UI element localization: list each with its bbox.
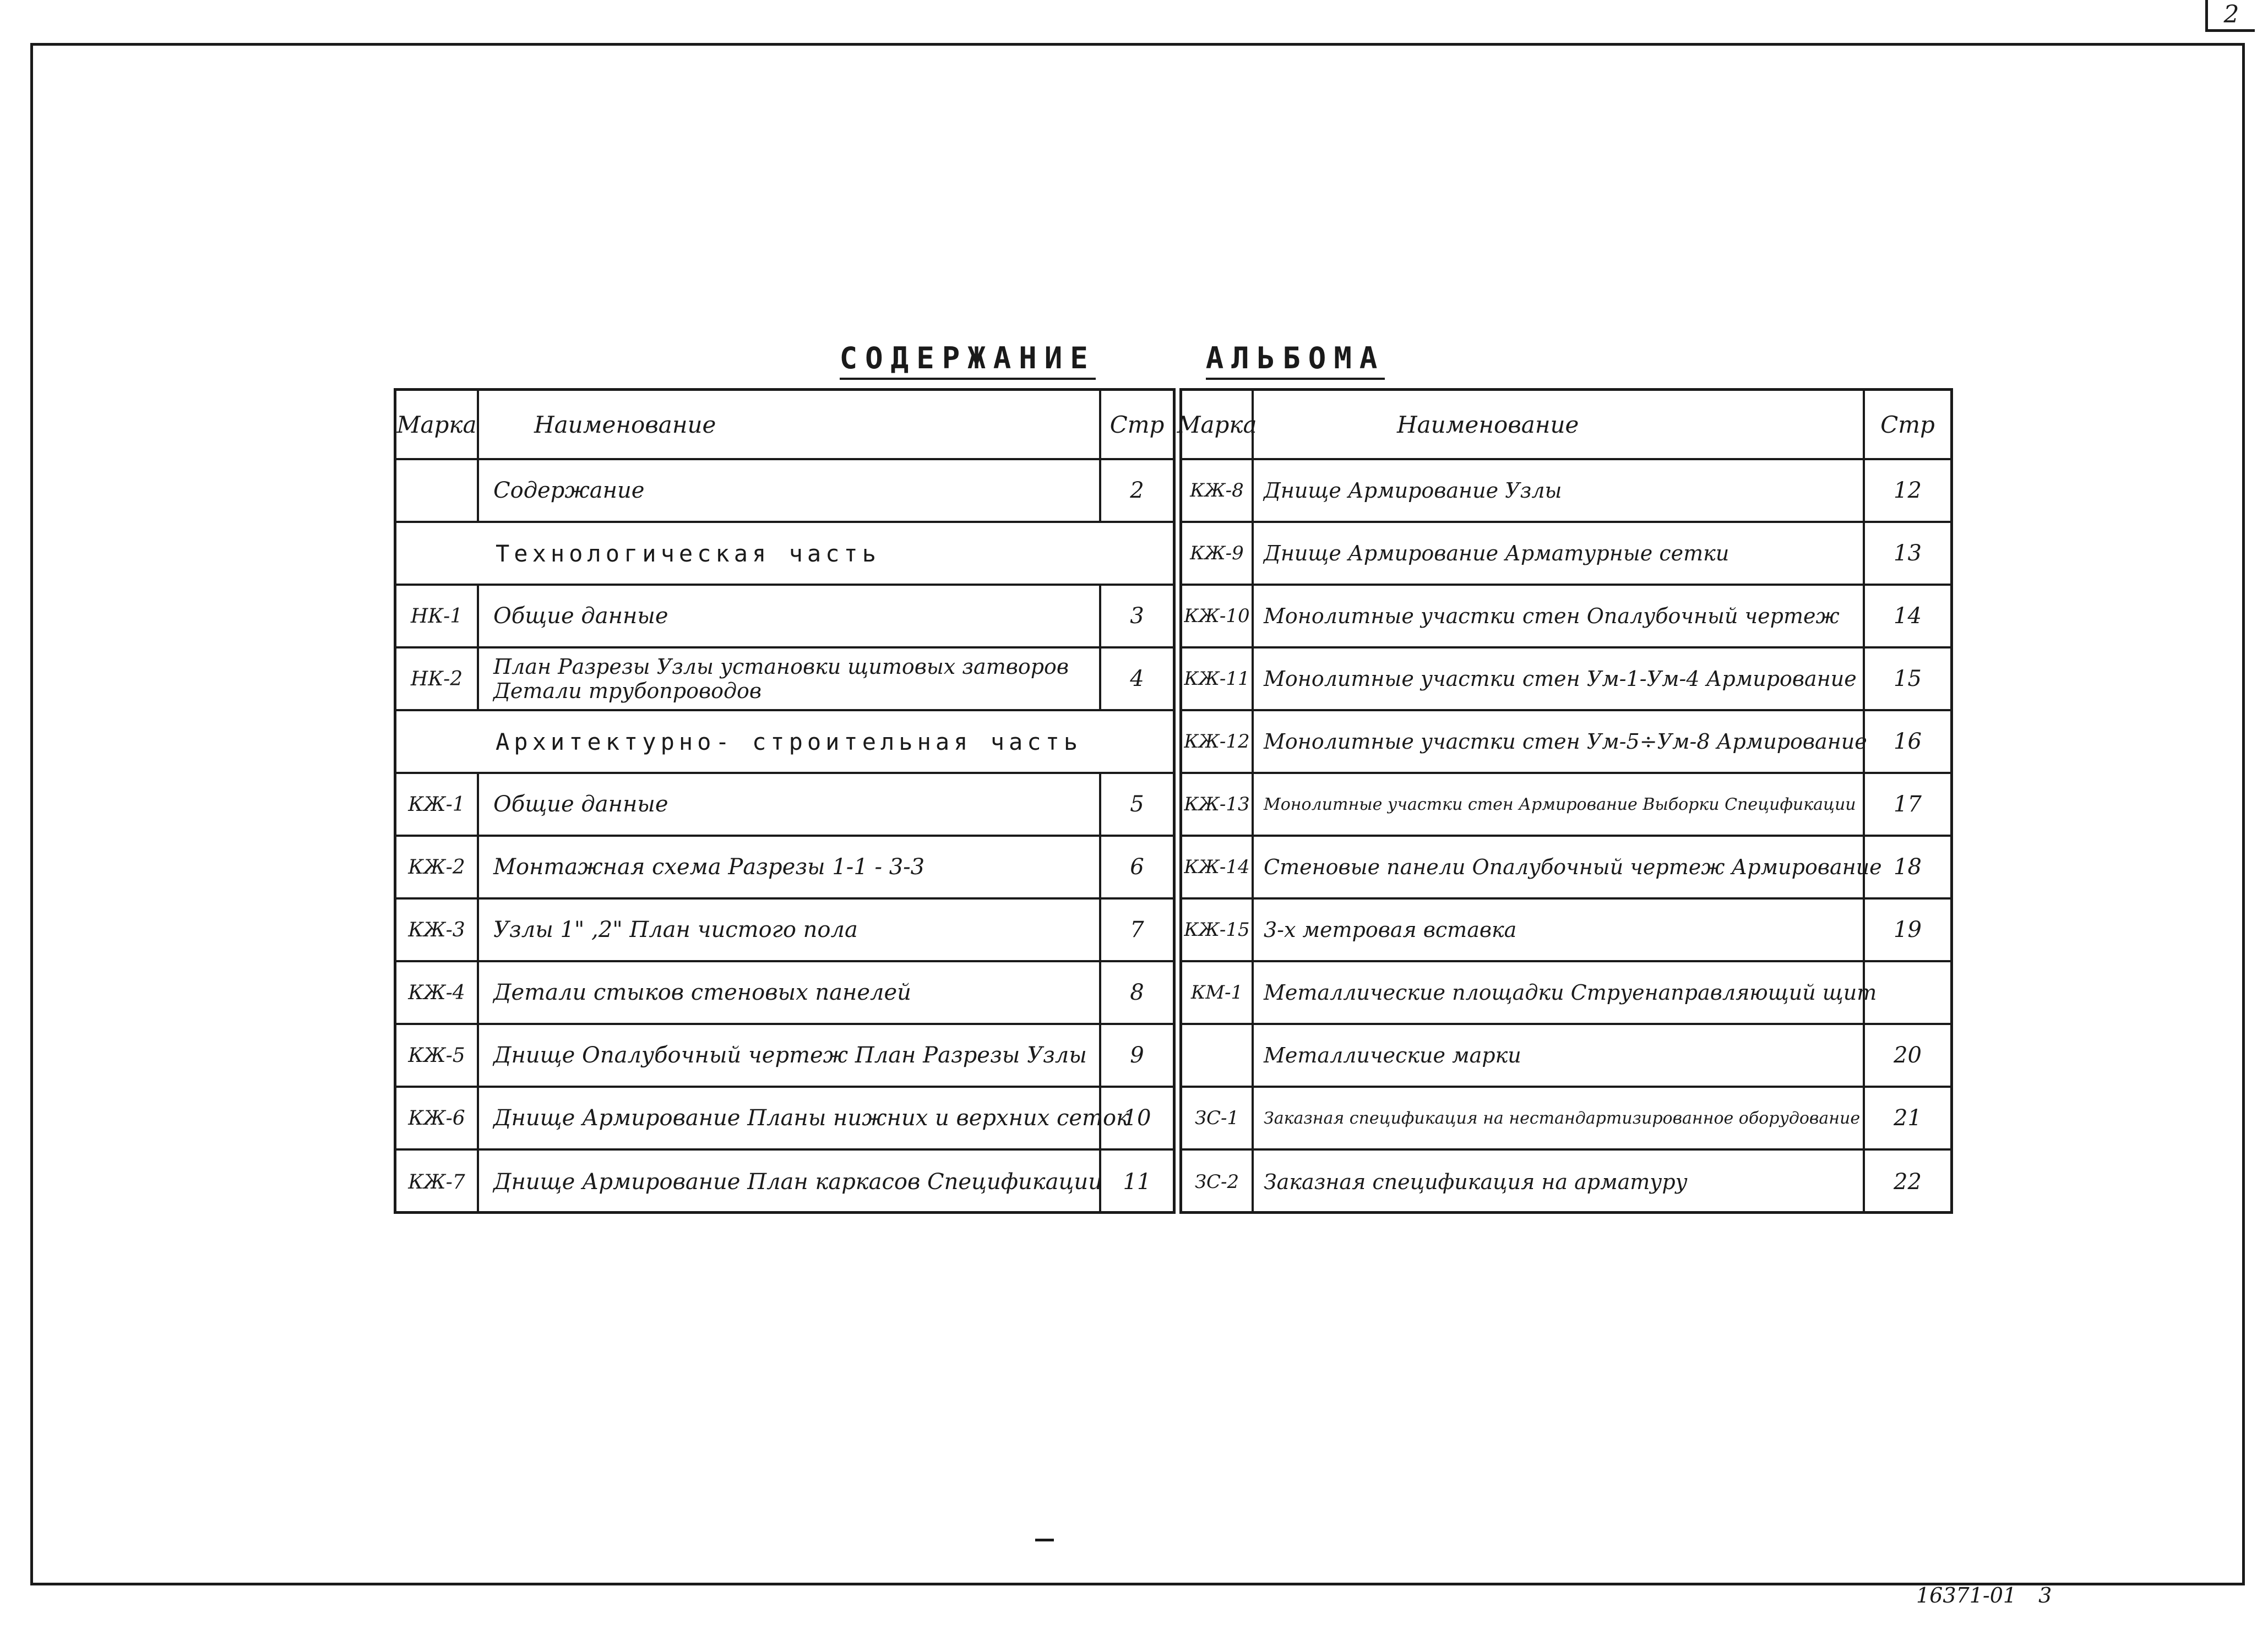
row-name: Детали стыков стеновых панелей bbox=[479, 962, 1101, 1023]
corner-sheet-number: 2 bbox=[2205, 0, 2255, 32]
row-page: 20 bbox=[1894, 1043, 1922, 1068]
section-title: Технологическая часть bbox=[496, 539, 881, 567]
table-row bbox=[1182, 900, 1950, 962]
row-page: 18 bbox=[1894, 854, 1922, 880]
row-page: 21 bbox=[1894, 1105, 1922, 1131]
header-mark: Марка bbox=[396, 391, 479, 458]
row-page: 6 bbox=[1130, 854, 1144, 880]
row-mark: КЖ-8 bbox=[1182, 460, 1254, 521]
row-mark: КЖ-7 bbox=[396, 1151, 479, 1213]
table-row bbox=[1182, 648, 1950, 711]
row-mark: ЗС-1 bbox=[1182, 1088, 1254, 1148]
table-row bbox=[1182, 774, 1950, 837]
row-mark: КЖ-15 bbox=[1182, 900, 1254, 960]
table-row bbox=[396, 1088, 1173, 1151]
table-row bbox=[1182, 1025, 1950, 1088]
row-name: Металлические площадки Струенаправляющий щит bbox=[1254, 962, 1865, 1023]
row-name: Заказная спецификация на нестандартизированное оборудование bbox=[1254, 1088, 1865, 1148]
row-name: Днище Опалубочный чертеж План Разрезы Узлы bbox=[479, 1025, 1101, 1086]
row-mark: КЖ-11 bbox=[1182, 648, 1254, 709]
row-name: Днище Армирование Узлы bbox=[1254, 460, 1865, 521]
row-mark: КЖ-2 bbox=[396, 837, 479, 897]
document-number: 16371-01 bbox=[1916, 1583, 2017, 1607]
row-mark: КЖ-13 bbox=[1182, 774, 1254, 835]
contents-table-left bbox=[394, 388, 1176, 1214]
row-page: 12 bbox=[1894, 478, 1922, 503]
row-mark: КЖ-6 bbox=[396, 1088, 479, 1148]
row-name: 3-х метровая вставка bbox=[1254, 900, 1865, 960]
row-mark: КМ-1 bbox=[1182, 962, 1254, 1023]
table-row bbox=[1182, 711, 1950, 774]
row-page: 3 bbox=[1130, 603, 1144, 629]
row-page: 11 bbox=[1123, 1169, 1151, 1195]
section-row bbox=[396, 523, 1173, 586]
row-page: 15 bbox=[1894, 666, 1922, 691]
header-name: Наименование bbox=[479, 391, 1101, 458]
header-name: Наименование bbox=[1254, 391, 1865, 458]
table-row bbox=[1182, 1151, 1950, 1213]
row-page bbox=[1865, 962, 1950, 1023]
row-page: 2 bbox=[1130, 478, 1144, 503]
table-row bbox=[1182, 586, 1950, 648]
row-name: Днище Армирование План каркасов Спецификации bbox=[479, 1151, 1101, 1213]
row-mark: КЖ-9 bbox=[1182, 523, 1254, 584]
divider bbox=[1035, 1539, 1054, 1541]
row-page: 4 bbox=[1130, 666, 1144, 691]
page-title bbox=[839, 338, 1385, 382]
row-name: Монтажная схема Разрезы 1-1 - 3-3 bbox=[479, 837, 1101, 897]
row-page: 13 bbox=[1894, 541, 1922, 566]
row-mark: КЖ-3 bbox=[396, 900, 479, 960]
row-page: 16 bbox=[1894, 729, 1922, 754]
row-mark bbox=[396, 460, 479, 521]
table-row bbox=[396, 837, 1173, 900]
row-name bbox=[479, 648, 1101, 709]
row-page: 8 bbox=[1130, 980, 1144, 1005]
row-page: 10 bbox=[1123, 1105, 1151, 1131]
row-name: Общие данные bbox=[479, 586, 1101, 646]
row-name: Узлы 1" ,2" План чистого пола bbox=[479, 900, 1101, 960]
table-row bbox=[396, 962, 1173, 1025]
row-name: Монолитные участки стен Ум-5÷Ум-8 Армирование bbox=[1254, 711, 1865, 772]
row-mark: КЖ-12 bbox=[1182, 711, 1254, 772]
table-row bbox=[396, 586, 1173, 648]
row-name: Днище Армирование Планы нижних и верхних сеток bbox=[479, 1088, 1101, 1148]
table-row bbox=[1182, 837, 1950, 900]
section-row bbox=[396, 711, 1173, 774]
row-mark: НК-2 bbox=[396, 648, 479, 709]
row-mark: КЖ-14 bbox=[1182, 837, 1254, 897]
row-name: Содержание bbox=[479, 460, 1101, 521]
table-header bbox=[1177, 391, 1950, 460]
row-name-line-1: План Разрезы Узлы установки щитовых затворов bbox=[493, 655, 1069, 679]
table-row bbox=[396, 1025, 1173, 1088]
row-mark: КЖ-4 bbox=[396, 962, 479, 1023]
table-row bbox=[396, 900, 1173, 962]
table-row bbox=[1182, 962, 1950, 1025]
title-word-2: АЛЬБОМА bbox=[1206, 341, 1385, 380]
header-page: Стр bbox=[1880, 411, 1935, 438]
table-row bbox=[396, 460, 1173, 523]
table-row bbox=[1182, 460, 1950, 523]
table-row bbox=[396, 648, 1173, 711]
title-word-1: СОДЕРЖАНИЕ bbox=[840, 341, 1096, 380]
table-row bbox=[396, 1151, 1173, 1213]
section-title: Архитектурно- строительная часть bbox=[496, 728, 1083, 755]
row-page: 17 bbox=[1894, 792, 1922, 817]
document-code bbox=[1916, 1579, 2059, 1612]
row-name: Заказная спецификация на арматуру bbox=[1254, 1151, 1865, 1213]
header-page: Стр bbox=[1109, 411, 1165, 438]
table-row bbox=[396, 774, 1173, 837]
row-name: Общие данные bbox=[479, 774, 1101, 835]
contents-table-right bbox=[1179, 388, 1953, 1214]
row-mark: ЗС-2 bbox=[1182, 1151, 1254, 1213]
row-page: 19 bbox=[1894, 917, 1922, 942]
sheet-number: 3 bbox=[2038, 1583, 2052, 1607]
row-page: 7 bbox=[1130, 917, 1144, 942]
row-name: Монолитные участки стен Ум-1-Ум-4 Армирование bbox=[1254, 648, 1865, 709]
table-row bbox=[1182, 1088, 1950, 1151]
table-row bbox=[1182, 523, 1950, 586]
row-page: 22 bbox=[1894, 1169, 1922, 1195]
row-mark: КЖ-1 bbox=[396, 774, 479, 835]
row-mark: КЖ-10 bbox=[1182, 586, 1254, 646]
row-name: Днище Армирование Арматурные сетки bbox=[1254, 523, 1865, 584]
row-page: 14 bbox=[1894, 603, 1922, 629]
row-name: Стеновые панели Опалубочный чертеж Армирование bbox=[1254, 837, 1865, 897]
row-name: Металлические марки bbox=[1254, 1025, 1865, 1086]
row-name-line-2: Детали трубопроводов bbox=[493, 679, 762, 703]
row-mark bbox=[1182, 1025, 1254, 1086]
row-mark: НК-1 bbox=[396, 586, 479, 646]
row-page: 5 bbox=[1130, 792, 1144, 817]
table-header bbox=[396, 391, 1173, 460]
row-name: Монолитные участки стен Армирование Выборки Спецификации bbox=[1254, 774, 1865, 835]
header-mark: Марка bbox=[1182, 391, 1254, 458]
row-mark: КЖ-5 bbox=[396, 1025, 479, 1086]
row-name: Монолитные участки стен Опалубочный чертеж bbox=[1254, 586, 1865, 646]
row-page: 9 bbox=[1130, 1043, 1144, 1068]
